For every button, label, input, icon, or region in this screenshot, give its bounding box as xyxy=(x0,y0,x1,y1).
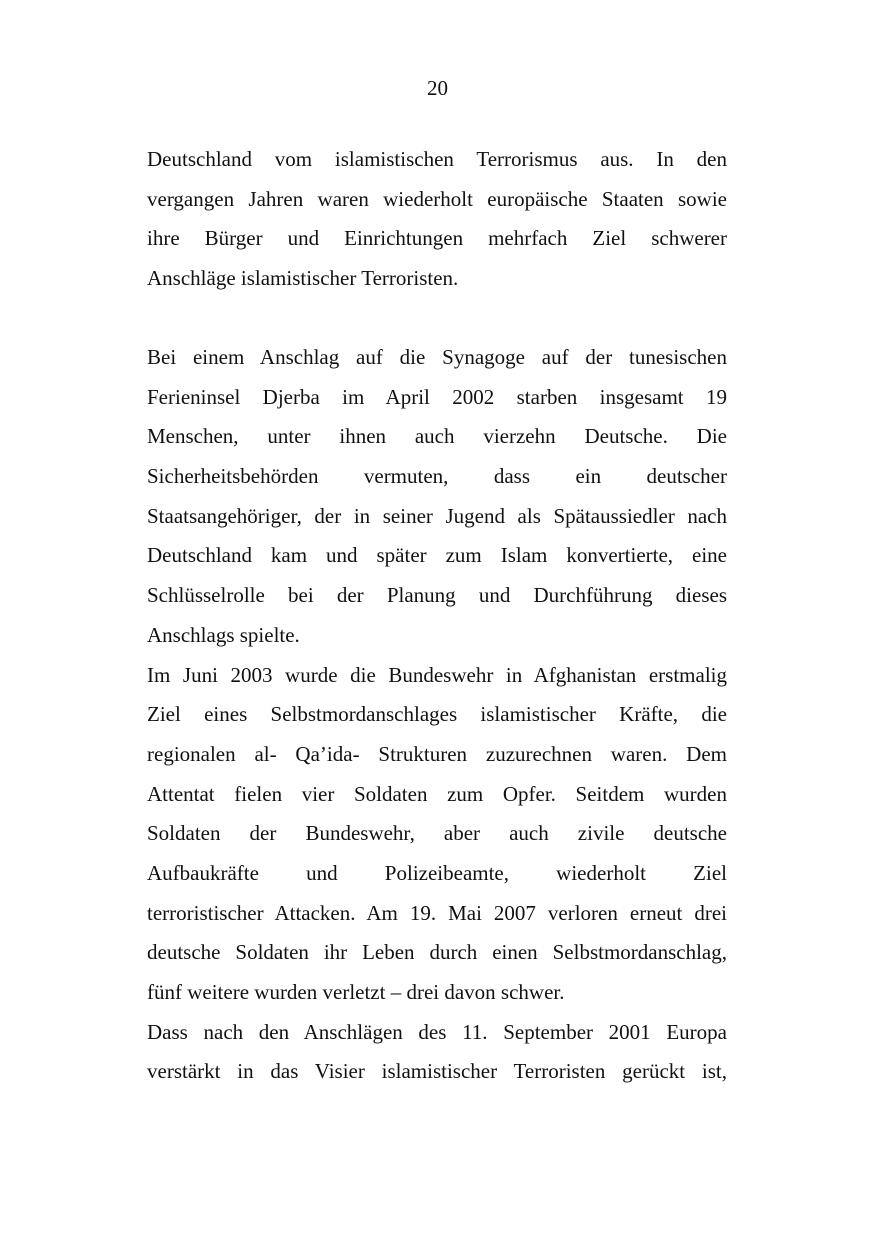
text-line: Anschlags spielte. xyxy=(147,622,300,647)
text-line: Schlüsselrolle bei der Planung und Durchführung dieses xyxy=(147,583,727,608)
text-line: fünf weitere wurden verletzt – drei davon schwer. xyxy=(147,980,565,1004)
paragraph-4 xyxy=(147,1013,727,1092)
text-line: Attentat fielen vier Soldaten zum Opfer. Seitdem wurden xyxy=(147,781,727,806)
text-body xyxy=(147,338,727,1092)
text-line: vergangen Jahren waren wiederholt europäische Staaten sowie xyxy=(147,186,727,211)
text-line: Soldaten der Bundeswehr, aber auch zivile deutsche xyxy=(147,821,727,846)
paragraph-1 xyxy=(147,140,727,299)
paragraph-3 xyxy=(147,656,727,1013)
text-line: Deutschland vom islamistischen Terrorismus aus. In den xyxy=(147,147,727,171)
text-line: Im Juni 2003 wurde die Bundeswehr in Afghanistan erstmalig xyxy=(147,662,727,687)
paragraph-2 xyxy=(147,338,727,656)
text-line: Menschen, unter ihnen auch vierzehn Deutsche. Die xyxy=(147,424,727,449)
text-line: Anschläge islamistischer Terroristen. xyxy=(147,266,459,291)
text-line: Ferieninsel Djerba im April 2002 starben insgesamt 19 xyxy=(147,384,727,409)
text-line: Dass nach den Anschlägen des 11. September 2001 Europa xyxy=(147,1019,727,1044)
page-number: 20 xyxy=(427,76,448,100)
text-line: Ziel eines Selbstmordanschlages islamistischer Kräfte, die xyxy=(147,702,727,727)
text-line: deutsche Soldaten ihr Leben durch einen Selbstmordanschlag, xyxy=(147,940,727,965)
text-line: terroristischer Attacken. Am 19. Mai 2007 verloren erneut drei xyxy=(147,900,727,925)
text-line: Deutschland kam und später zum Islam konvertierte, eine xyxy=(147,543,727,568)
text-line: regionalen al- Qa’ida- Strukturen zuzurechnen waren. Dem xyxy=(147,741,727,766)
text-line: Aufbaukräfte und Polizeibeamte, wiederholt Ziel xyxy=(147,860,727,885)
text-line: Bei einem Anschlag auf die Synagoge auf der tunesischen xyxy=(147,345,727,369)
text-line: verstärkt in das Visier islamistischer Terroristen gerückt ist, xyxy=(147,1059,727,1084)
text-line: ihre Bürger und Einrichtungen mehrfach Ziel schwerer xyxy=(147,226,727,251)
text-line: Staatsangehöriger, der in seiner Jugend als Spätaussiedler nach xyxy=(147,503,727,528)
text-line: Sicherheitsbehörden vermuten, dass ein deutscher xyxy=(147,464,727,489)
